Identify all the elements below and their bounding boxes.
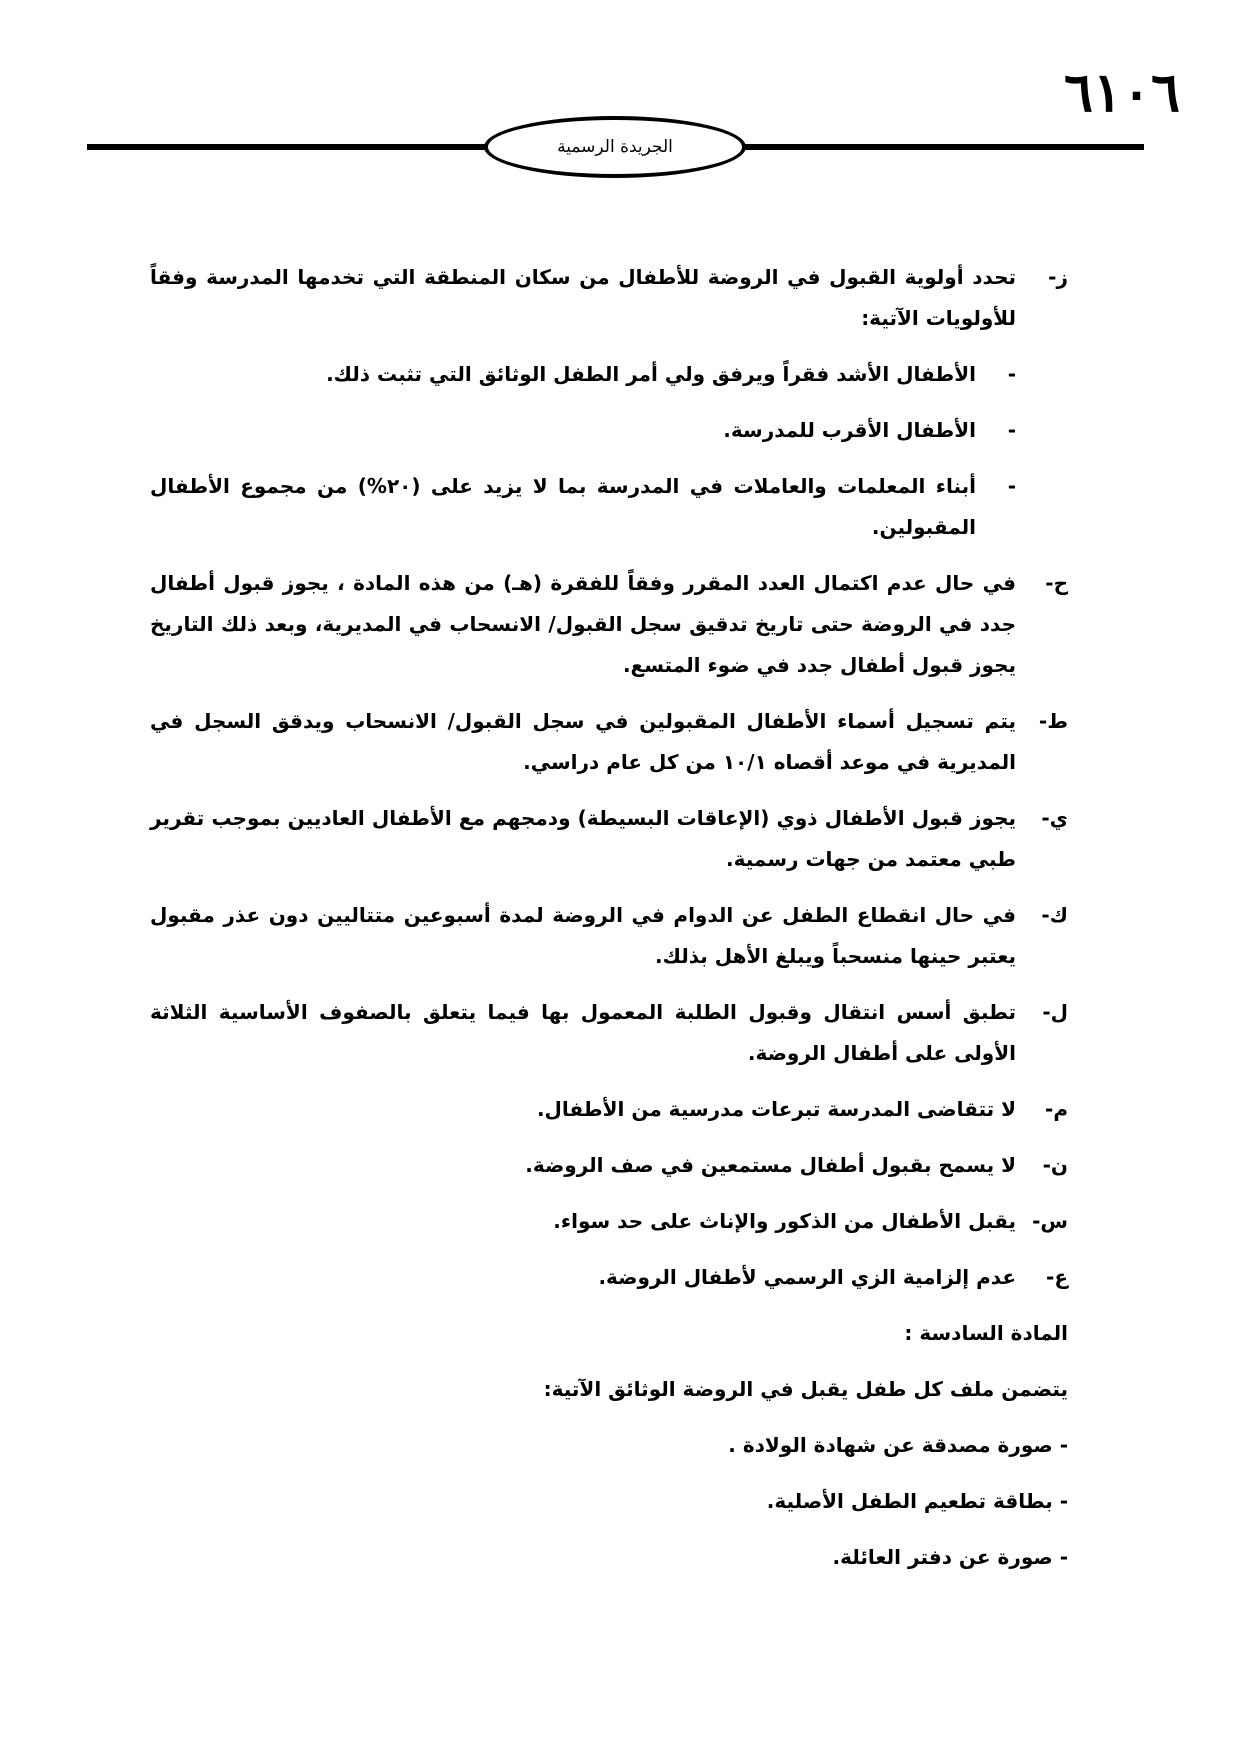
- clause-text: يجوز قبول الأطفال ذوي (الإعاقات البسيطة) ودمجهم مع الأطفال العاديين بموجب تقرير طبي معتمد من جهات رسمية.: [150, 806, 1016, 871]
- required-document-item: - صورة عن دفتر العائلة.: [832, 1545, 1068, 1569]
- clause-marker: م-: [1045, 1097, 1068, 1121]
- document-body: [150, 257, 1068, 1593]
- article-intro: يتضمن ملف كل طفل يقبل في الروضة الوثائق الآتية:: [543, 1377, 1068, 1401]
- priority-item: [150, 466, 1016, 548]
- clause-text: في حال عدم اكتمال العدد المقرر وفقاً للفقرة (هـ) من هذه المادة ، يجوز قبول أطفال جدد في الروضة حتى تاريخ تدقيق سجل القبول/ الانسحاب في المديرية، وبعد ذلك التاريخ يجوز قبول أطفال جدد في ضوء المتسع.: [150, 571, 1016, 677]
- clause-marker: ط-: [1038, 709, 1068, 733]
- clause-sin: [150, 1201, 1068, 1242]
- page-number: ٦١٠٦: [1063, 60, 1180, 124]
- clause-marker: ز-: [1048, 265, 1068, 289]
- clause-text: يتم تسجيل أسماء الأطفال المقبولين في سجل القبول/ الانسحاب ويدقق السجل في المديرية في موعد أقصاه ١٠/١ من كل عام دراسي.: [150, 709, 1016, 774]
- clause-ha: [150, 563, 1068, 686]
- clause-ta: [150, 701, 1068, 783]
- clause-marker: ع-: [1046, 1265, 1068, 1289]
- priority-item: [150, 354, 1016, 395]
- clause-text: عدم إلزامية الزي الرسمي لأطفال الروضة.: [598, 1265, 1016, 1289]
- article-heading: المادة السادسة :: [904, 1321, 1068, 1345]
- clause-text: لا تتقاضى المدرسة تبرعات مدرسية من الأطفال.: [536, 1097, 1016, 1121]
- clause-ain: [150, 1257, 1068, 1298]
- clause-text: في حال انقطاع الطفل عن الدوام في الروضة لمدة أسبوعين متتاليين دون عذر مقبول يعتبر حينها منسحباً ويبلغ الأهل بذلك.: [150, 903, 1016, 968]
- required-document-item: - بطاقة تطعيم الطفل الأصلية.: [766, 1489, 1068, 1513]
- list-dash: -: [1007, 362, 1016, 386]
- clause-marker: ي-: [1041, 806, 1068, 830]
- list-dash: -: [1007, 474, 1016, 498]
- clause-nun: [150, 1145, 1068, 1186]
- clause-kaf: [150, 895, 1068, 977]
- clause-mim: [150, 1089, 1068, 1130]
- publication-title-badge: [484, 116, 746, 178]
- clause-text: تطبق أسس انتقال وقبول الطلبة المعمول بها فيما يتعلق بالصفوف الأساسية الثلاثة الأولى على أطفال الروضة.: [150, 1000, 1016, 1065]
- priority-text: الأطفال الأشد فقراً ويرفق ولي أمر الطفل الوثائق التي تثبت ذلك.: [326, 362, 976, 386]
- clause-text: يقبل الأطفال من الذكور والإناث على حد سواء.: [553, 1209, 1016, 1233]
- clause-marker: ك-: [1041, 903, 1068, 927]
- list-dash: -: [1007, 418, 1016, 442]
- priority-text: الأطفال الأقرب للمدرسة.: [723, 418, 976, 442]
- clause-marker: ح-: [1045, 571, 1068, 595]
- priority-text: أبناء المعلمات والعاملات في المدرسة بما لا يزيد على (٢٠%) من مجموع الأطفال المقبولين.: [150, 474, 976, 539]
- clause-lam: [150, 992, 1068, 1074]
- clause-zay: [150, 257, 1068, 339]
- priority-item: [150, 410, 1016, 451]
- clause-marker: ن-: [1042, 1153, 1068, 1177]
- publication-title: الجريدة الرسمية: [557, 137, 673, 157]
- clause-text: لا يسمح بقبول أطفال مستمعين في صف الروضة.: [525, 1153, 1016, 1177]
- required-document-item: - صورة مصدقة عن شهادة الولادة .: [728, 1433, 1068, 1457]
- clause-text: تحدد أولوية القبول في الروضة للأطفال من سكان المنطقة التي تخدمها المدرسة وفقاً للأولويات الآتية:: [150, 265, 1016, 330]
- clause-marker: س-: [1032, 1209, 1068, 1233]
- clause-marker: ل-: [1042, 1000, 1068, 1024]
- clause-ya: [150, 798, 1068, 880]
